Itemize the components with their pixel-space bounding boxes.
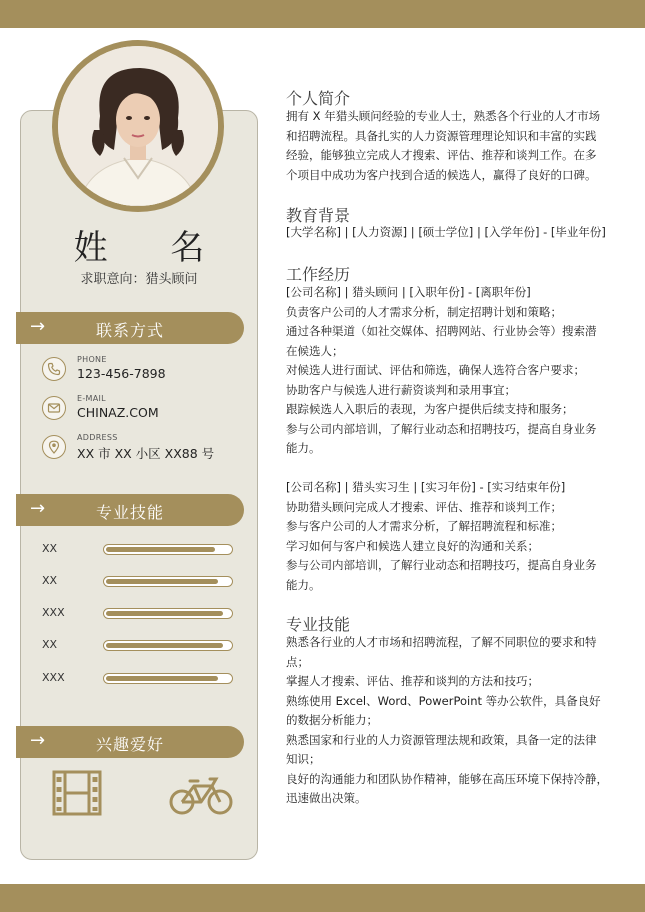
contact-phone: [42, 355, 242, 387]
profile-photo-frame: [52, 40, 224, 212]
skill-bar-name: XX: [42, 638, 58, 651]
arrow-right-icon: →: [30, 730, 46, 751]
skill-bar-name: XX: [42, 574, 58, 587]
work-line: 学习如何与客户和候选人建立良好的沟通和关系；: [286, 538, 539, 553]
hobbies-section-header: [16, 726, 244, 758]
intro-line: 拥有 X 年猎头顾问经验的专业人士，熟悉各个行业的人才市场: [286, 109, 601, 123]
skills-detail-section-title: 专业技能: [286, 615, 351, 634]
film-icon: [52, 770, 102, 816]
skills-line: 知识；: [286, 752, 321, 766]
skill-bar-item: [40, 671, 236, 687]
bottom-band: [0, 884, 645, 912]
skill-bar-track: [103, 640, 233, 651]
work-line: 能力。: [286, 441, 321, 455]
work-line: 参与公司内部培训，了解行业动态和招聘技巧，提高自身业务: [286, 421, 597, 436]
skills-line: 熟悉各行业的人才市场和招聘流程，了解不同职位的要求和特: [286, 635, 597, 649]
job-intention: 求职意向：猎头顾问: [80, 272, 198, 287]
skill-bar-item: [40, 542, 236, 558]
contact-address: [42, 433, 242, 465]
arrow-right-icon: →: [30, 498, 46, 519]
location-icon: [42, 435, 66, 459]
phone-value: 123-456-7898: [77, 366, 166, 381]
email-value: CHINAZ.COM: [77, 405, 159, 420]
skills-detail-text: [286, 633, 612, 809]
mail-icon: [42, 396, 66, 420]
work-line: 负责客户公司的人才需求分析，制定招聘计划和策略；: [286, 304, 562, 319]
skills-line: 良好的沟通能力和团队协作精神，能够在高压环境下保持冷静，: [286, 771, 608, 786]
work-section-title: 工作经历: [286, 265, 351, 284]
portrait-image: [58, 46, 218, 206]
skill-bar-name: XXX: [42, 671, 65, 684]
phone-icon: [42, 357, 66, 381]
work-line: 通过各种渠道（如社交媒体、招聘网站、行业协会等）搜索潜: [286, 324, 597, 338]
skills-line: 熟练使用 Excel、Word、PowerPoint 等办公软件，具备良好: [286, 693, 601, 708]
skill-bar-item: [40, 574, 236, 590]
intro-section-title: 个人简介: [286, 89, 351, 108]
skill-bar-track: [103, 608, 233, 619]
skills-section-title: 专业技能: [95, 503, 164, 522]
address-value: XX 市 XX 小区 XX88 号: [77, 446, 215, 461]
candidate-name: 姓 名: [73, 228, 231, 268]
work-experience-1: [286, 283, 612, 459]
work-line: 参与客户公司的人才需求分析，了解招聘流程和标准；: [286, 519, 562, 533]
intro-line: 经验，能够独立完成人才搜索、评估、推荐和谈判工作。在多: [286, 148, 597, 162]
skill-bar-item: [40, 638, 236, 654]
skills-line: 的数据分析能力；: [286, 713, 378, 727]
email-label: E-MAIL: [77, 394, 106, 403]
intro-text: [286, 107, 612, 185]
work-line: 能力。: [286, 577, 321, 592]
education-line: [大学名称] | [人力资源] | [硕士学位] | [入学年份] - [毕业年份]: [286, 225, 606, 239]
contact-section-header: [16, 312, 244, 344]
skill-bar-name: XX: [42, 542, 58, 555]
education-text: [286, 223, 612, 243]
arrow-right-icon: →: [30, 316, 46, 337]
skills-line: 掌握人才搜索、评估、推荐和谈判的方法和技巧；: [286, 674, 539, 688]
skill-bar-track: [103, 544, 233, 555]
skills-line: 熟悉国家和行业的人力资源管理法规和政策，具备一定的法律: [286, 732, 597, 747]
skills-line: 迅速做出决策。: [286, 791, 367, 805]
work-line: 对候选人进行面试、评估和筛选，确保人选符合客户要求；: [286, 363, 585, 377]
address-label: ADDRESS: [77, 433, 118, 442]
intro-line: 和招聘流程。具备扎实的人力资源管理理论知识和丰富的实践: [286, 128, 597, 143]
top-band: [0, 0, 645, 28]
skill-bar-track: [103, 673, 233, 684]
work-line: 协助猎头顾问完成人才搜索、评估、推荐和谈判工作；: [286, 499, 562, 514]
skill-bar-item: [40, 606, 236, 622]
bicycle-icon: [168, 774, 234, 816]
work-line: 协助客户与候选人进行薪资谈判和录用事宜；: [286, 382, 516, 397]
skills-line: 点；: [286, 654, 309, 669]
contact-section-title: 联系方式: [95, 321, 164, 340]
phone-label: PHONE: [77, 355, 107, 364]
skill-bar-fill: [106, 643, 223, 648]
skill-bar-track: [103, 576, 233, 587]
intro-line: 个项目中成功为客户找到合适的候选人，赢得了良好的口碑。: [286, 167, 597, 182]
education-section-title: 教育背景: [286, 206, 351, 225]
work-line: 跟踪候选人入职后的表现，为客户提供后续支持和服务；: [286, 402, 574, 416]
work-line: 在候选人；: [286, 343, 344, 358]
skill-bar-fill: [106, 676, 218, 681]
skill-bar-fill: [106, 611, 223, 616]
contact-email: [42, 394, 242, 426]
work-line: [公司名称] | 猎头顾问 | [入职年份] - [离职年份]: [286, 285, 531, 299]
skill-bar-fill: [106, 579, 218, 584]
skills-section-header: [16, 494, 244, 526]
work-line: [公司名称] | 猎头实习生 | [实习年份] - [实习结束年份]: [286, 480, 566, 494]
skill-bar-fill: [106, 547, 215, 552]
skill-bar-name: XXX: [42, 606, 65, 619]
work-line: 参与公司内部培训，了解行业动态和招聘技巧，提高自身业务: [286, 558, 597, 572]
profile-photo: [58, 46, 218, 206]
hobbies-section-title: 兴趣爱好: [95, 735, 164, 754]
work-experience-2: [286, 478, 612, 595]
